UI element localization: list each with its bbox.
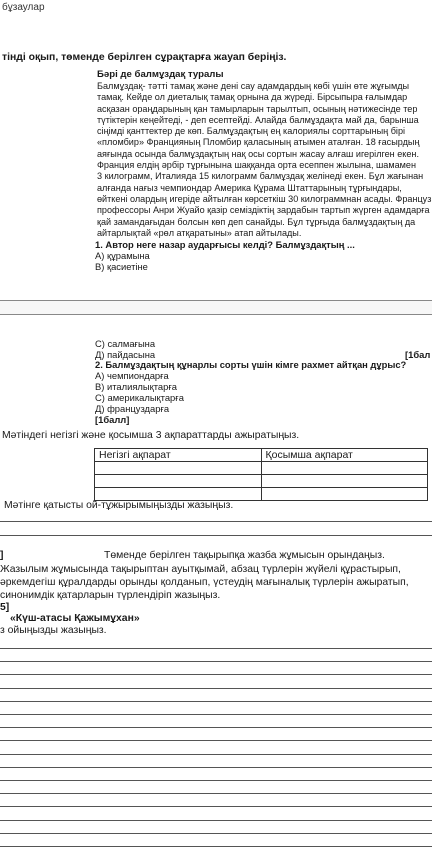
writing-line[interactable] bbox=[0, 754, 432, 755]
page-break-gap bbox=[0, 300, 432, 314]
reading-instruction: тінді оқып, төменде берілген сұрақтарға жауап беріңіз. bbox=[2, 52, 287, 63]
question-2: 2. Балмұздақтың құнарлы сорты үшін кімге рахмет айтқан дұрыс? bbox=[95, 359, 407, 370]
writing-line[interactable] bbox=[0, 806, 432, 807]
essay-topic: «Күш-атасы Қажымұхан» bbox=[10, 613, 140, 624]
writing-line[interactable] bbox=[0, 648, 432, 649]
article-title: Бәрі де балмұздақ туралы bbox=[97, 69, 224, 80]
writing-line[interactable] bbox=[0, 714, 432, 715]
writing-line[interactable] bbox=[0, 688, 432, 689]
info-table bbox=[94, 448, 428, 501]
article-line: асқазан ораңдарының қан тамырларын тарылтып, осының нәтижесінде тер bbox=[97, 103, 418, 114]
article-line: Балмұздақ- тәтті тамақ және дені сау адамдардың көбі үшін өте жұғымды bbox=[97, 81, 410, 91]
writing-task-text: әркемдегіш құралдарды орынды қолданып, үстеудің мағыналық түрлерін ажыратып, bbox=[0, 577, 409, 588]
writing-line[interactable] bbox=[0, 701, 432, 702]
article-line: сіңімді қанттектер де көп. Балмұздақтың ең калориялы сорттарының бірі bbox=[97, 126, 406, 137]
article-line: «пломбир» Францияның Пломбир қаласының атымен аталған. 18 ғасырдың bbox=[97, 137, 420, 148]
answer-option-d: Д) пайдасына bbox=[95, 349, 156, 360]
article-line: айтарлықтай «рөл атқаратыны» атап айтылады. bbox=[97, 227, 302, 238]
answer-option-b: В) қасиетіне bbox=[95, 261, 148, 272]
score-marker: ] bbox=[0, 550, 4, 561]
question-1: 1. Автор неге назар аударғысы келді? Балмұздақтың ... bbox=[95, 239, 355, 250]
table-cell[interactable] bbox=[95, 475, 262, 488]
answer-option-c: С) америкалықтарға bbox=[95, 392, 184, 403]
score-q2: [1балл] bbox=[95, 414, 130, 425]
writing-line[interactable] bbox=[0, 661, 432, 662]
article-line: алғанда нағыз чемпиондар Америка Құрама Штаттарының тұрғындары, bbox=[97, 182, 402, 193]
article-line: тамақ. Кейде ол диеталық тамақ орнына да жүреді. Бірсыпыра ғалымдар bbox=[97, 92, 408, 103]
answer-option-a: А) құрамына bbox=[95, 250, 150, 261]
writing-line[interactable] bbox=[0, 767, 432, 768]
writing-task-text: Жазылым жұмысында тақырыптан ауытқымай, абзац түрлерін жүйелі құрастырып, bbox=[0, 564, 401, 575]
page-break-line bbox=[0, 300, 432, 301]
answer-option-a: А) чемпиондарға bbox=[95, 370, 169, 381]
article-line: қай замандағыдан болсын көп деп санайды. Бұл тұрғыда балмұздақтың да bbox=[97, 216, 416, 227]
page-header: бұзаулар bbox=[2, 2, 45, 13]
answer-line[interactable] bbox=[0, 535, 432, 536]
article-line: Франция елдің әрбір тұрғынына шаққанда орта есеппен жылына, шамамен bbox=[97, 160, 416, 171]
table-cell[interactable] bbox=[95, 488, 262, 501]
answer-option-b: В) италиялықтарға bbox=[95, 381, 177, 392]
task-3-instruction: Мәтіндегі негізгі және қосымша 3 ақпараттарды ажыратыңыз. bbox=[2, 430, 300, 441]
article-line: өйткені олардың игеріде айтылған көрсеткіш 30 килограммнан асады. Француз bbox=[97, 193, 432, 204]
writing-line[interactable] bbox=[0, 793, 432, 794]
table-cell[interactable] bbox=[261, 475, 428, 488]
extra-info-header: Қосымша ақпарат bbox=[261, 449, 428, 462]
article-line: профессоры Анри Жуайо қазір семіздіктің зардабын тартып жүрген адамдарға bbox=[97, 205, 430, 216]
answer-option-d: Д) француздарға bbox=[95, 403, 170, 414]
article-line: түтіктерін кеңейтеді, - деп есептейді. Алайда балмұздақта май да, барынша bbox=[97, 114, 419, 125]
article-body bbox=[97, 81, 431, 239]
answer-option-c: С) салмағына bbox=[95, 338, 156, 349]
score-marker: 5] bbox=[0, 602, 10, 613]
writing-line[interactable] bbox=[0, 833, 432, 834]
score-q1: [1бал bbox=[405, 349, 431, 360]
writing-line[interactable] bbox=[0, 780, 432, 781]
writing-line[interactable] bbox=[0, 674, 432, 675]
article-line: аяғында осында балмұздақтың нақ осы сортын жасау алғаш игерілген екен. bbox=[97, 148, 419, 159]
writing-task-text: синонимдік қатарларын түрлендіріп жазыңыз. bbox=[0, 590, 221, 601]
article-line: 3 килограмм, Италияда 15 килограмм балмұздақ желінеді екен. Бұл жағынан bbox=[97, 171, 424, 182]
table-cell[interactable] bbox=[95, 462, 262, 475]
writing-task-heading: Төменде берілген тақырыпқа жазба жұмысын орындаңыз. bbox=[104, 550, 385, 561]
writing-line[interactable] bbox=[0, 820, 432, 821]
writing-line[interactable] bbox=[0, 846, 432, 847]
essay-prompt: з ойыңызды жазыңыз. bbox=[0, 625, 107, 636]
page-break-line bbox=[0, 314, 432, 315]
table-cell[interactable] bbox=[261, 462, 428, 475]
answer-line[interactable] bbox=[0, 521, 432, 522]
main-info-header: Негізгі ақпарат bbox=[95, 449, 262, 462]
table-cell[interactable] bbox=[261, 488, 428, 501]
writing-line[interactable] bbox=[0, 740, 432, 741]
task-4-instruction: Мәтінге қатысты ой-тұжырымыңызды жазыңыз. bbox=[4, 500, 234, 511]
writing-line[interactable] bbox=[0, 727, 432, 728]
